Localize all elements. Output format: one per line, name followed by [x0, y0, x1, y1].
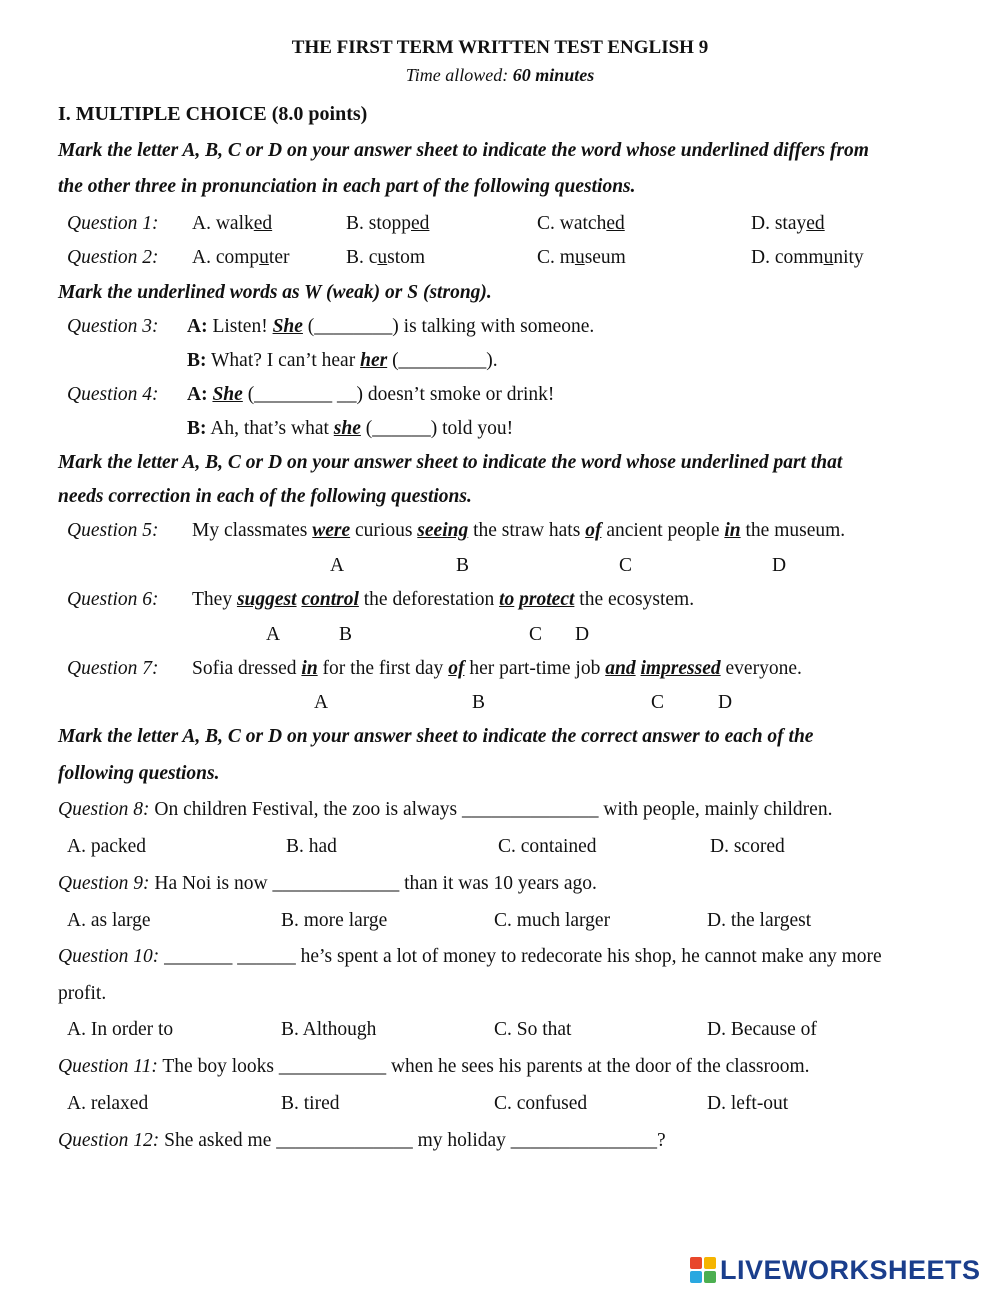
- question-8-option-d[interactable]: D. scored: [710, 836, 785, 857]
- section-title: I. MULTIPLE CHOICE (8.0 points): [58, 103, 368, 125]
- question-3-label: Question 3:: [67, 316, 159, 337]
- question-7-part-a[interactable]: in: [301, 658, 318, 679]
- question-9-option-c[interactable]: C. much larger: [494, 910, 611, 931]
- question-11-option-d[interactable]: D. left-out: [707, 1093, 789, 1114]
- time-allowed: [0, 66, 1000, 84]
- question-5-part-d[interactable]: in: [724, 520, 741, 541]
- question-4-blank-a[interactable]: (________ __) doesn’t smoke or drink!: [247, 384, 555, 405]
- question-10-option-c[interactable]: C. So that: [494, 1019, 572, 1040]
- question-5-sentence: My classmates were curious seeing the straw hats of ancient people in the museum.: [192, 520, 846, 541]
- question-5-part-c[interactable]: of: [585, 520, 602, 541]
- question-3-target-word-b: her: [360, 350, 388, 371]
- instruction-error-line1: Mark the letter A, B, C or D on your answer sheet to indicate the word whose underlined part that: [58, 452, 843, 473]
- question-4-line-b: B: Ah, that’s what she (______) told you!: [187, 418, 514, 439]
- instruction-weak-strong: Mark the underlined words as W (weak) or S (strong).: [58, 282, 492, 303]
- question-6-letter-a: A: [266, 624, 281, 645]
- question-10-stem-line2: profit.: [58, 983, 107, 1004]
- question-7-part-b[interactable]: of: [448, 658, 465, 679]
- question-11-stem: Question 11: The boy looks ___________ when he sees his parents at the door of the classroom.: [58, 1056, 810, 1077]
- question-7-label: Question 7:: [67, 658, 159, 679]
- question-6-part-c[interactable]: to: [499, 589, 515, 610]
- question-7-letter-b: B: [472, 692, 486, 713]
- question-6-part-b[interactable]: control: [301, 589, 359, 610]
- question-8-stem: Question 8: On children Festival, the zoo is always ______________ with people, mainly children.: [58, 799, 833, 820]
- question-7-letter-d: D: [718, 692, 733, 713]
- question-4-blank-b[interactable]: (______) told you!: [365, 418, 514, 439]
- question-6-sentence: They suggest control the deforestation to protect the ecosystem.: [192, 589, 695, 610]
- question-11-option-c[interactable]: C. confused: [494, 1093, 588, 1114]
- question-8-option-a[interactable]: A. packed: [67, 836, 147, 857]
- question-5-letter-d: D: [772, 555, 787, 576]
- question-4-label: Question 4:: [67, 384, 159, 405]
- question-3-line-a: A: Listen! She (________) is talking with someone.: [187, 316, 595, 337]
- question-10-stem: Question 10: _______ ______ he’s spent a lot of money to redecorate his shop, he cannot make any more: [58, 946, 882, 967]
- question-9-option-a[interactable]: A. as large: [67, 910, 151, 931]
- question-2-option-a[interactable]: A. computer: [192, 247, 290, 268]
- question-8-option-b[interactable]: B. had: [286, 836, 337, 857]
- question-3-line-b: B: What? I can’t hear her (_________).: [187, 350, 498, 371]
- liveworksheets-logo: [690, 1255, 981, 1285]
- question-6-label: Question 6:: [67, 589, 159, 610]
- time-allowed-label: Time allowed:: [405, 65, 509, 85]
- question-2-option-c[interactable]: C. museum: [537, 247, 626, 268]
- question-5-label: Question 5:: [67, 520, 159, 541]
- question-2-option-d[interactable]: D. community: [751, 247, 864, 268]
- question-6-part-a[interactable]: suggest: [236, 589, 297, 610]
- question-3-blank-b[interactable]: (_________).: [392, 350, 498, 371]
- question-10-option-a[interactable]: A. In order to: [67, 1019, 174, 1040]
- question-9-option-b[interactable]: B. more large: [281, 910, 388, 931]
- question-6-letter-c: C: [529, 624, 543, 645]
- document-title: THE FIRST TERM WRITTEN TEST ENGLISH 9: [291, 37, 709, 58]
- instruction-answer-line2: following questions.: [58, 763, 220, 784]
- question-1-option-a[interactable]: A. walked: [192, 213, 273, 234]
- instruction-pronunciation-line2: the other three in pronunciation in each part of the following questions.: [58, 176, 636, 197]
- question-6-letter-d: D: [575, 624, 590, 645]
- question-2-label: Question 2:: [67, 247, 159, 268]
- question-6-letter-b: B: [339, 624, 353, 645]
- question-4-line-a: A: She (________ __) doesn’t smoke or drink!: [187, 384, 555, 405]
- question-7-letter-a: A: [314, 692, 329, 713]
- question-11-option-b[interactable]: B. tired: [281, 1093, 340, 1114]
- question-5-letter-c: C: [619, 555, 633, 576]
- question-7-part-d[interactable]: impressed: [640, 658, 721, 679]
- question-7-part-c[interactable]: and: [605, 658, 636, 679]
- liveworksheets-logo-text: LIVEWORKSHEETS: [720, 1254, 981, 1285]
- question-9-stem: Question 9: Ha Noi is now _____________ than it was 10 years ago.: [58, 873, 597, 894]
- question-9-option-d[interactable]: D. the largest: [707, 910, 812, 931]
- time-allowed-value: 60 minutes: [512, 65, 595, 85]
- question-6-part-d[interactable]: protect: [519, 589, 575, 610]
- question-1-option-b[interactable]: B. stopped: [346, 213, 430, 234]
- question-5-letter-b: B: [456, 555, 470, 576]
- instruction-error-line2: needs correction in each of the following questions.: [58, 486, 472, 507]
- question-8-option-c[interactable]: C. contained: [498, 836, 597, 857]
- question-1-option-c[interactable]: C. watched: [537, 213, 625, 234]
- question-7-sentence: Sofia dressed in for the first day of her part-time job and impressed everyone.: [192, 658, 802, 679]
- question-3-target-word-a: She: [272, 316, 303, 337]
- question-1-label: Question 1:: [67, 213, 159, 234]
- instruction-pronunciation-line1: Mark the letter A, B, C or D on your answer sheet to indicate the word whose underlined differs from: [58, 140, 869, 161]
- question-10-option-b[interactable]: B. Although: [281, 1019, 377, 1040]
- question-7-letter-c: C: [651, 692, 665, 713]
- question-5-part-b[interactable]: seeing: [417, 520, 469, 541]
- question-4-target-word-b: she: [333, 418, 361, 439]
- question-12-stem: Question 12: She asked me ______________ my holiday _______________?: [58, 1130, 666, 1151]
- question-11-option-a[interactable]: A. relaxed: [67, 1093, 149, 1114]
- question-10-option-d[interactable]: D. Because of: [707, 1019, 817, 1040]
- question-4-target-word-a: She: [212, 384, 243, 405]
- question-5-part-a[interactable]: were: [312, 520, 351, 541]
- question-1-option-d[interactable]: D. stayed: [751, 213, 825, 234]
- question-5-letter-a: A: [330, 555, 345, 576]
- instruction-answer-line1: Mark the letter A, B, C or D on your answer sheet to indicate the correct answer to each of the: [58, 726, 814, 747]
- liveworksheets-logo-icon: [690, 1257, 716, 1283]
- question-3-blank-a[interactable]: (________) is talking with someone.: [307, 316, 595, 337]
- question-2-option-b[interactable]: B. custom: [346, 247, 426, 268]
